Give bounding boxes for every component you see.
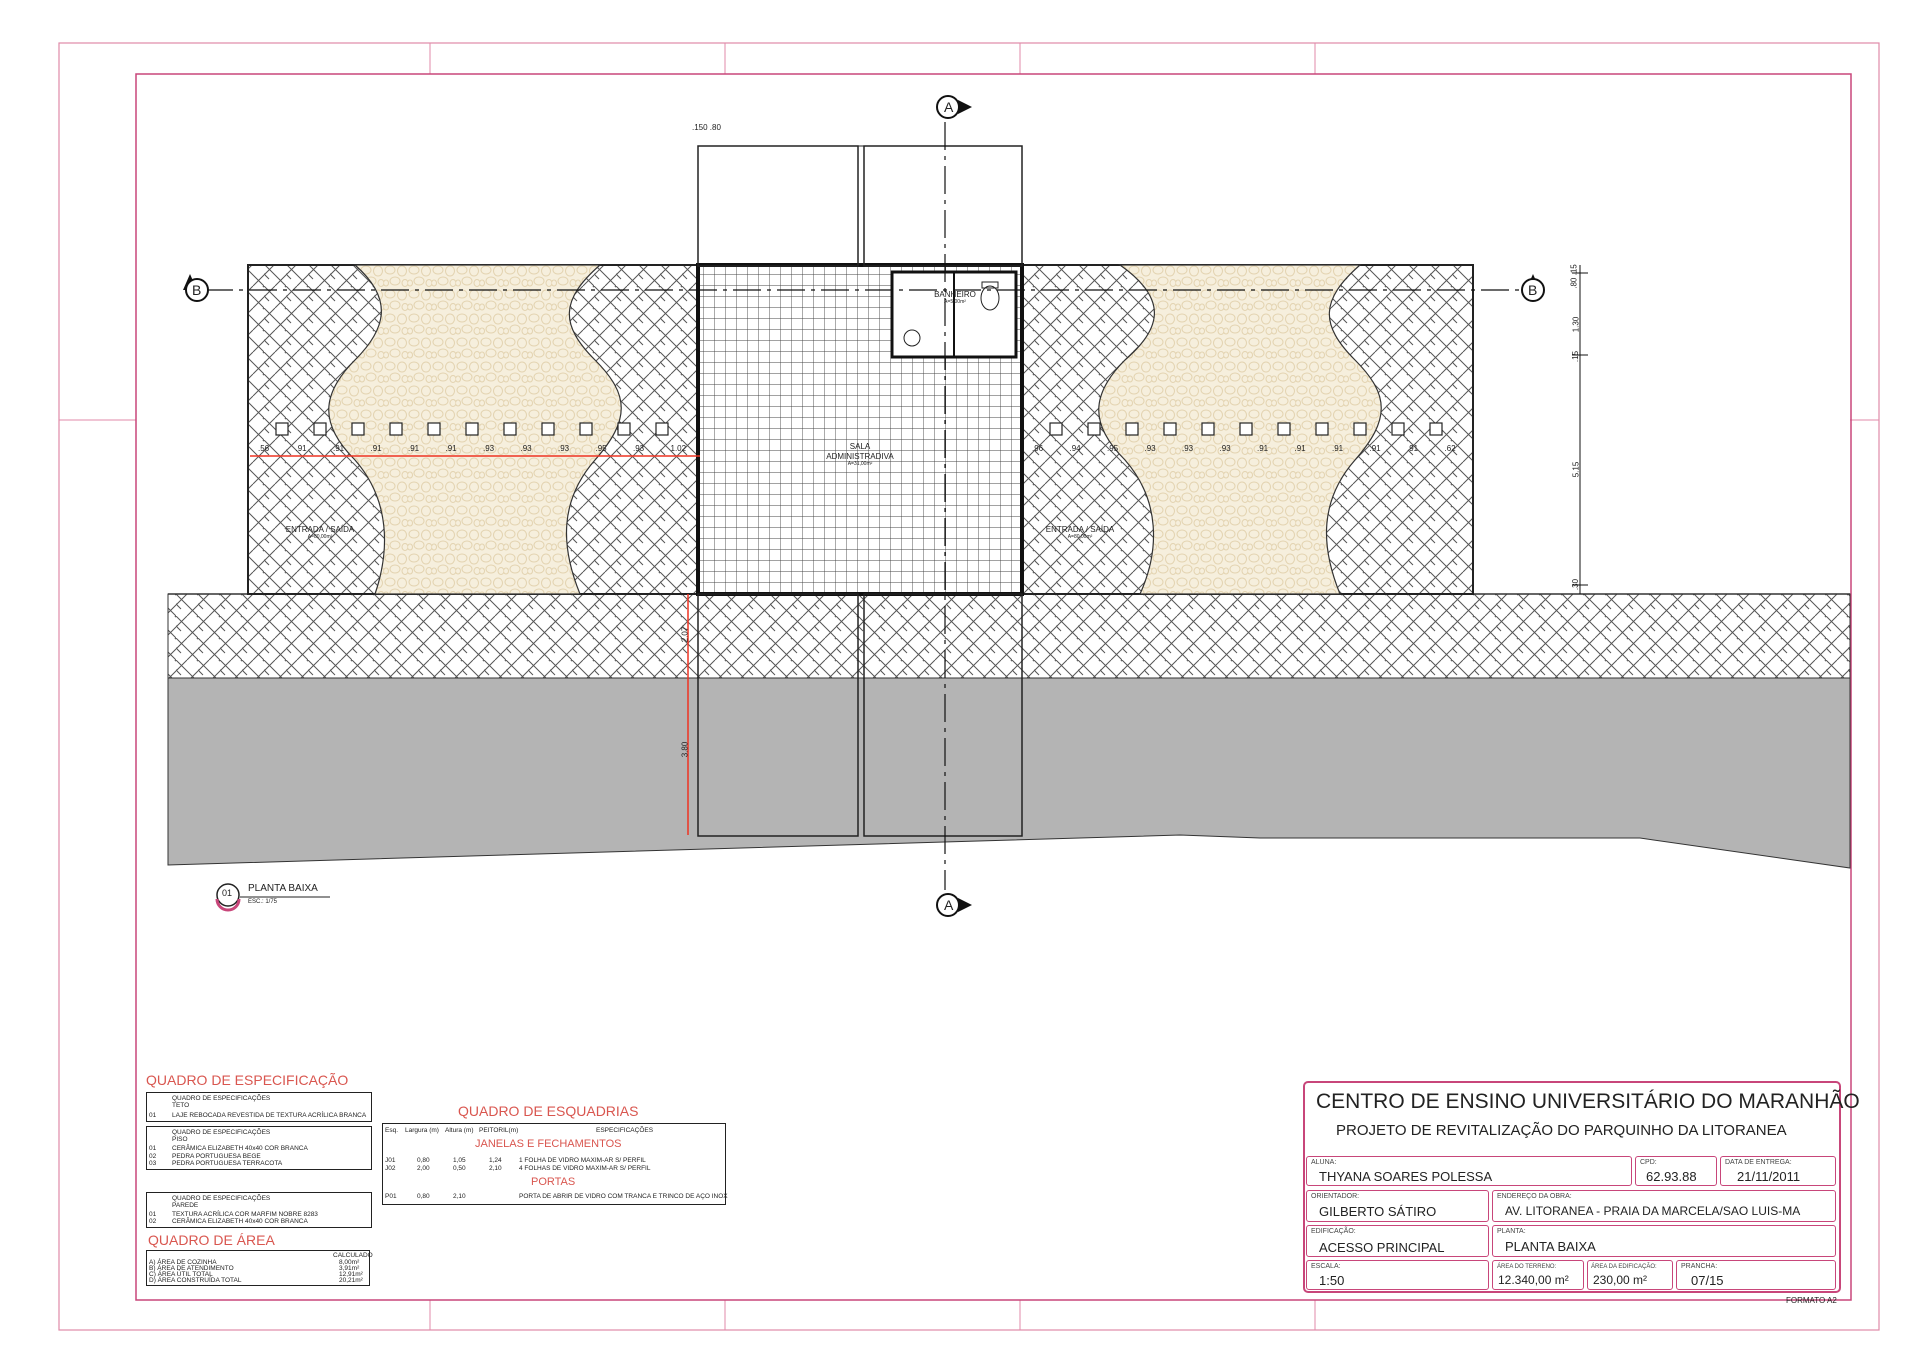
area-row-value-3: 12,91m² — [339, 1271, 363, 1278]
dim-right-10: .91 — [1369, 444, 1381, 453]
spec-piso-code-1: 01 — [149, 1145, 157, 1152]
room-entrada-right: ENTRADA / SAÍDA — [1045, 525, 1115, 534]
esq-p01-code: P01 — [385, 1193, 397, 1200]
area-terreno-box — [1492, 1260, 1584, 1290]
formato-label: FORMATO A2 — [1786, 1296, 1837, 1305]
endereco-label: ENDEREÇO DA OBRA: — [1497, 1193, 1572, 1200]
dim-right-2: .94 — [1069, 444, 1081, 453]
room-entrada-left-area: A=80,00m² — [307, 534, 333, 540]
spec-teto-row-desc: LAJE REBOCADA REVESTIDA DE TEXTURA ACRÍLICA BRANCA — [172, 1112, 367, 1119]
esq-section-janelas: JANELAS E FECHAMENTOS — [475, 1138, 622, 1150]
section-a-top-marker — [937, 96, 972, 118]
spec-teto-sub: TETO — [172, 1102, 190, 1109]
planta-value: PLANTA BAIXA — [1505, 1239, 1596, 1254]
dim-left-9: .93 — [558, 444, 570, 453]
data-entrega-box — [1720, 1156, 1836, 1186]
endereco-value: AV. LITORANEA - PRAIA DA MARCELA/SAO LUIS-MA — [1505, 1204, 1801, 1218]
area-row-value-1: 8,00m² — [339, 1259, 360, 1266]
room-entrada-left: ENTRADA / SAÍDA — [285, 525, 355, 534]
section-a-top-label: A — [944, 99, 954, 115]
spec-teto-header: QUADRO DE ESPECIFICAÇÕES — [172, 1095, 271, 1102]
spec-parede-header: QUADRO DE ESPECIFICAÇÕES — [172, 1195, 271, 1202]
edificacao-label: EDIFICAÇÃO: — [1311, 1228, 1356, 1235]
area-row-label-3: C) ÁREA ÚTIL TOTAL — [149, 1271, 213, 1278]
section-b-right-label: B — [1528, 282, 1538, 298]
dim-left-8: .93 — [520, 444, 532, 453]
room-sala-area: A=31,00m² — [847, 461, 873, 467]
dim-right-5: .93 — [1182, 444, 1194, 453]
prancha-box — [1676, 1260, 1836, 1290]
edificacao-value: ACESSO PRINCIPAL — [1319, 1240, 1445, 1255]
endereco-box — [1492, 1190, 1836, 1222]
area-row-value-4: 20,21m² — [339, 1277, 363, 1284]
spec-teto-table — [146, 1092, 372, 1122]
spec-piso-desc-2: PEDRA PORTUGUESA BEGE — [172, 1153, 261, 1160]
orientador-label: ORIENTADOR: — [1311, 1193, 1360, 1200]
area-terreno-value: 12.340,00 m² — [1498, 1273, 1569, 1287]
esq-j01-spec: 1 FOLHA DE VIDRO MAXIM-AR S/ PERFIL — [519, 1157, 646, 1164]
spec-parede-desc-1: TEXTURA ACRÍLICA COR MARFIM NOBRE 8283 — [172, 1211, 318, 1218]
aluna-value: THYANA SOARES POLESSA — [1319, 1169, 1493, 1184]
area-col-header: CALCULADO — [333, 1252, 373, 1259]
aluna-label: ALUNA: — [1311, 1159, 1337, 1166]
view-scale: ESC.: 1/75 — [248, 899, 278, 905]
spec-teto-row-code: 01 — [149, 1112, 157, 1119]
top-dimension: .150 .80 — [692, 123, 721, 132]
aluna-box — [1306, 1156, 1632, 1186]
view-number: 01 — [222, 888, 233, 898]
esq-header-peitoril: PEITORIL(m) — [479, 1127, 519, 1134]
area-table — [146, 1250, 373, 1286]
spec-piso-code-2: 02 — [149, 1153, 157, 1160]
escala-label: ESCALA: — [1311, 1263, 1341, 1270]
quadro-esquadrias-title: QUADRO DE ESQUADRIAS — [458, 1103, 639, 1119]
escala-box — [1306, 1260, 1489, 1290]
area-row-value-2: 3,91m² — [339, 1265, 360, 1272]
room-sala: SALA — [849, 442, 871, 451]
dim-right-11: .91 — [1407, 444, 1419, 453]
dim-left-12: 1.02 — [670, 444, 687, 453]
data-entrega-value: 21/11/2011 — [1737, 1169, 1801, 1184]
spec-parede-code-1: 01 — [149, 1211, 157, 1218]
edificacao-box — [1306, 1225, 1489, 1257]
cpd-label: CPD: — [1640, 1159, 1657, 1166]
dim-left-10: .95 — [595, 444, 607, 453]
dimension-3-80: 3.80 — [680, 741, 690, 758]
esq-j02-code: J02 — [385, 1165, 396, 1172]
spec-parede-code-2: 02 — [149, 1218, 157, 1225]
view-title: PLANTA BAIXA — [248, 883, 318, 894]
right-dim-2: 1.30 — [1571, 316, 1581, 333]
esq-j02-spec: 4 FOLHAS DE VIDRO MAXIM-AR S/ PERFIL — [519, 1165, 651, 1172]
esq-j02-peitoril: 2,10 — [489, 1165, 502, 1172]
dim-right-1: .96 — [1032, 444, 1044, 453]
dim-right-7: .91 — [1257, 444, 1269, 453]
planta-label: PLANTA: — [1497, 1228, 1526, 1235]
area-edificacao-value: 230,00 m² — [1593, 1273, 1648, 1287]
cpd-box — [1635, 1156, 1717, 1186]
right-dim-3: .15 — [1571, 350, 1581, 363]
esq-p01-largura: 0,80 — [417, 1193, 430, 1200]
esq-p01-altura: 2,10 — [453, 1193, 466, 1200]
room-sala-name: ADMINISTRADIVA — [826, 452, 894, 461]
section-b-left-label: B — [192, 282, 202, 298]
section-a-bottom-label: A — [944, 897, 954, 913]
planta-box — [1492, 1225, 1836, 1257]
esq-j02-largura: 2,00 — [417, 1165, 430, 1172]
institution-title: CENTRO DE ENSINO UNIVERSITÁRIO DO MARANHÃO — [1316, 1090, 1860, 1113]
right-dim-1: .80 .15 — [1569, 264, 1579, 289]
section-a-bottom-marker — [937, 894, 972, 916]
dim-left-11: .93 — [633, 444, 645, 453]
esq-header-esq: Esq. — [385, 1127, 399, 1134]
prancha-value: 07/15 — [1691, 1273, 1724, 1288]
cpd-value: 62.93.88 — [1646, 1169, 1697, 1184]
spec-piso-desc-1: CERÂMICA ELIZABETH 40x40 COR BRANCA — [172, 1145, 308, 1152]
esq-header-especificacoes: ESPECIFICAÇÕES — [596, 1127, 654, 1134]
dim-left-5: .91 — [408, 444, 420, 453]
dim-left-2: .91 — [295, 444, 307, 453]
esq-j01-altura: 1,05 — [453, 1157, 466, 1164]
data-entrega-label: DATA DE ENTREGA: — [1725, 1159, 1792, 1166]
project-title: PROJETO DE REVITALIZAÇÃO DO PARQUINHO DA LITORANEA — [1336, 1122, 1787, 1139]
esq-j02-altura: 0,50 — [453, 1165, 466, 1172]
right-dim-4: 5.15 — [1571, 461, 1581, 478]
escala-value: 1:50 — [1319, 1273, 1345, 1288]
spec-piso-table — [146, 1126, 372, 1170]
esq-j01-peitoril: 1,24 — [489, 1157, 502, 1164]
dim-right-9: .91 — [1332, 444, 1344, 453]
prancha-label: PRANCHA: — [1681, 1263, 1718, 1270]
dim-right-12: .62 — [1444, 444, 1456, 453]
dim-left-7: .93 — [483, 444, 495, 453]
esq-section-portas: PORTAS — [531, 1176, 576, 1188]
dim-right-4: .93 — [1144, 444, 1156, 453]
dimension-2-07: 2.07 — [680, 626, 690, 643]
area-row-label-2: B) ÁREA DE ATENDIMENTO — [149, 1265, 234, 1272]
esq-j01-code: J01 — [385, 1157, 396, 1164]
dim-right-6: .93 — [1219, 444, 1231, 453]
right-dim-5: .30 — [1571, 578, 1581, 591]
dim-left-3: .91 — [333, 444, 345, 453]
area-edificacao-label: ÁREA DA EDIFICAÇÃO: — [1591, 1264, 1657, 1270]
dim-left-1: .56 — [258, 444, 270, 453]
dim-left-6: .91 — [445, 444, 457, 453]
dim-right-3: .95 — [1107, 444, 1119, 453]
spec-piso-desc-3: PEDRA PORTUGUESA TERRACOTA — [172, 1160, 283, 1167]
room-banheiro: BANHEIRO — [934, 290, 976, 299]
esq-header-altura: Altura (m) — [445, 1127, 474, 1134]
orientador-box — [1306, 1190, 1489, 1222]
spec-parede-desc-2: CERÂMICA ELIZABETH 40x40 COR BRANCA — [172, 1218, 308, 1225]
area-row-label-4: D) ÁREA CONSTRUÍDA TOTAL — [149, 1277, 242, 1284]
orientador-value: GILBERTO SÁTIRO — [1319, 1204, 1437, 1219]
spec-parede-sub: PAREDE — [172, 1202, 199, 1209]
esq-j01-largura: 0,80 — [417, 1157, 430, 1164]
quadro-especificacao-title: QUADRO DE ESPECIFICAÇÃO — [146, 1072, 349, 1088]
quadro-area-title: QUADRO DE ÁREA — [148, 1232, 275, 1248]
esq-header-largura: Largura (m) — [405, 1127, 439, 1134]
room-banheiro-area: A=5,00m² — [944, 299, 966, 305]
dim-left-4: .91 — [370, 444, 382, 453]
esquadrias-table — [382, 1123, 726, 1205]
dim-right-8: .91 — [1294, 444, 1306, 453]
area-terreno-label: ÁREA DO TERRENO: — [1497, 1264, 1557, 1270]
spec-piso-header: QUADRO DE ESPECIFICAÇÕES — [172, 1129, 271, 1136]
esq-p01-spec: PORTA DE ABRIR DE VIDRO COM TRANCA E TRINCO DE AÇO INOX — [519, 1193, 728, 1200]
area-edificacao-box — [1587, 1260, 1673, 1290]
spec-piso-code-3: 03 — [149, 1160, 157, 1167]
spec-parede-table — [146, 1192, 372, 1228]
spec-piso-sub: PISO — [172, 1136, 188, 1143]
room-entrada-right-area: A=80,00m² — [1067, 534, 1093, 540]
area-row-label-1: A) ÁREA DE COZINHA — [149, 1259, 217, 1266]
